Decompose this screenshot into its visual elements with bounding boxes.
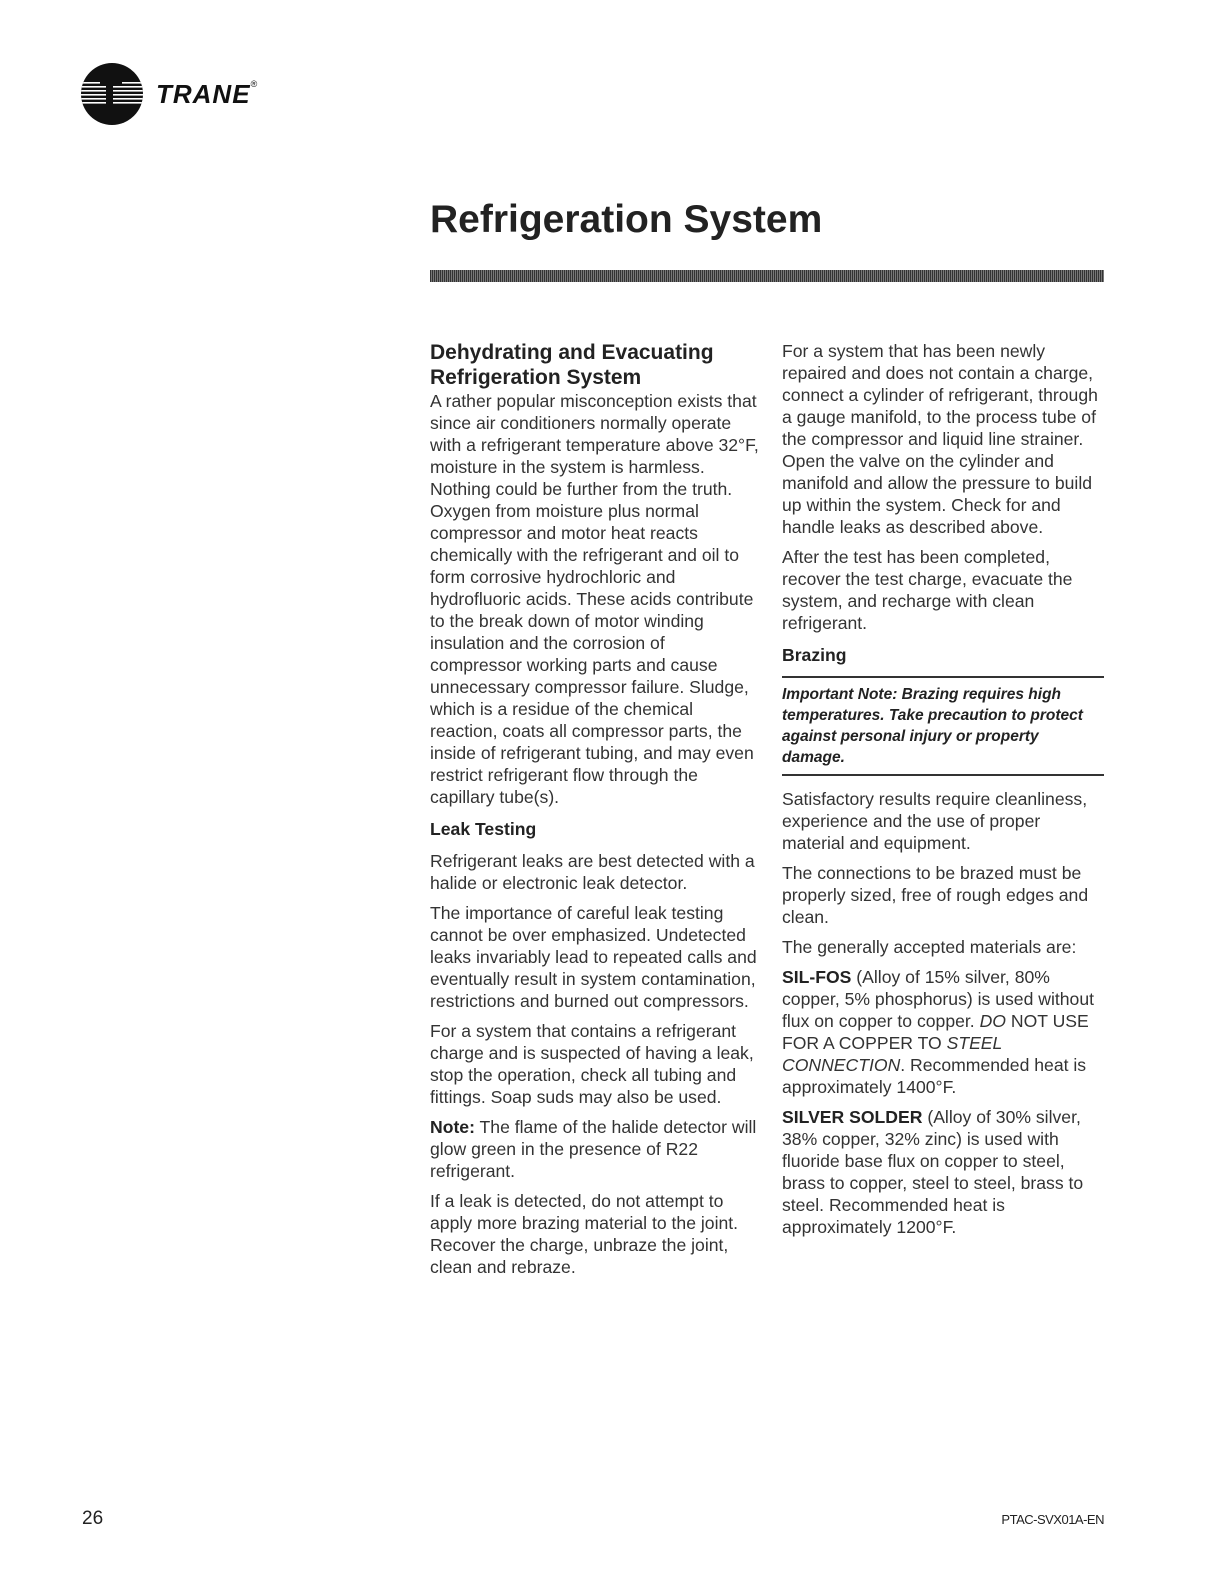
page-title: Refrigeration System [430,198,823,241]
leak-paragraph-4: If a leak is detected, do not attempt to apply more brazing material to the joint. Recover the charge, unbraze the joint, clean and rebraze. [430,1191,739,1277]
important-note-box: Important Note: Brazing requires high temperatures. Take precaution to protect against personal injury or property damage. [782,676,1104,776]
silfos-label: SIL-FOS [782,967,852,987]
left-column [430,340,760,1286]
page-number: 26 [82,1508,104,1529]
silfos-paragraph [782,966,1104,1098]
note-label: Note: [430,1117,475,1137]
right-paragraph-3: Satisfactory results require cleanliness, experience and the use of proper material and equipment. [782,789,1088,853]
right-paragraph-4: The connections to be brazed must be properly sized, free of rough edges and clean. [782,863,1089,927]
trane-logo-icon [80,62,144,126]
brazing-heading: Brazing [782,645,847,665]
silfos-not: NOT USE FOR A COPPER TO [782,1011,1089,1053]
silfos-text: (Alloy of 15% silver, 80% copper, 5% phosphorus) is used without flux on copper to copper. [782,967,1094,1031]
silver-solder-paragraph [782,1106,1104,1238]
note-paragraph [430,1116,760,1182]
document-code: PTAC-SVX01A-EN [1001,1512,1104,1527]
right-paragraph-5: The generally accepted materials are: [782,937,1077,957]
leak-paragraph-3: For a system that contains a refrigerant charge and is suspected of having a leak, stop the operation, check all tubing and fittings. Soap suds may also be used. [430,1021,754,1107]
section-heading: Dehydrating and Evacuating Refrigeration System [430,341,714,389]
title-divider [430,270,1104,282]
silfos-heat: . Recommended heat is approximately 1400°F. [782,1055,1087,1097]
note-text: The flame of the halide detector will glow green in the presence of R22 refrigerant. [430,1117,757,1181]
leak-testing-heading: Leak Testing [430,819,537,839]
leak-paragraph-2: The importance of careful leak testing cannot be over emphasized. Undetected leaks invariably lead to repeated calls and eventually result in system contamination, restrictions and burned out compressors. [430,903,757,1011]
silver-solder-label: SILVER SOLDER [782,1107,923,1127]
silfos-do: DO [979,1011,1006,1031]
right-paragraph-2: After the test has been completed, recover the test charge, evacuate the system, and recharge with clean refrigerant. [782,547,1073,633]
silfos-steel: STEEL CONNECTION [782,1033,1003,1075]
leak-paragraph-1: Refrigerant leaks are best detected with a halide or electronic leak detector. [430,851,755,893]
intro-paragraph: A rather popular misconception exists that since air conditioners normally operate with a refrigerant temperature above 32°F, moisture in the system is harmless. Nothing could be further from the truth. Oxygen from moisture plus normal compressor and motor heat reacts chemically with the refrigerant and oil to form corrosive hydrochloric and hydrofluoric acids. These acids contribute to the break down of motor winding insulation and the corrosion of compressor working parts and cause unnecessary compressor failure. Sludge, which is a residue of the chemical reaction, coats all compressor parts, the inside of refrigerant tubing, and may even restrict refrigerant flow through the capillary tube(s). [430,391,759,807]
silver-solder-text: (Alloy of 30% silver, 38% copper, 32% zinc) is used with fluoride base flux on copper to steel, brass to copper, steel to steel, brass to steel. Recommended heat is approximately 1200°F. [782,1107,1084,1237]
right-paragraph-1: For a system that has been newly repaired and does not contain a charge, connect a cylinder of refrigerant, through a gauge manifold, to the process tube of the compressor and liquid line strainer. Open the valve on the cylinder and manifold and allow the pressure to build up within the system. Check for and handle leaks as described above. [782,341,1098,537]
right-column [782,340,1104,1246]
brand-name: TRANE® [156,78,259,109]
trane-logo [80,62,258,126]
